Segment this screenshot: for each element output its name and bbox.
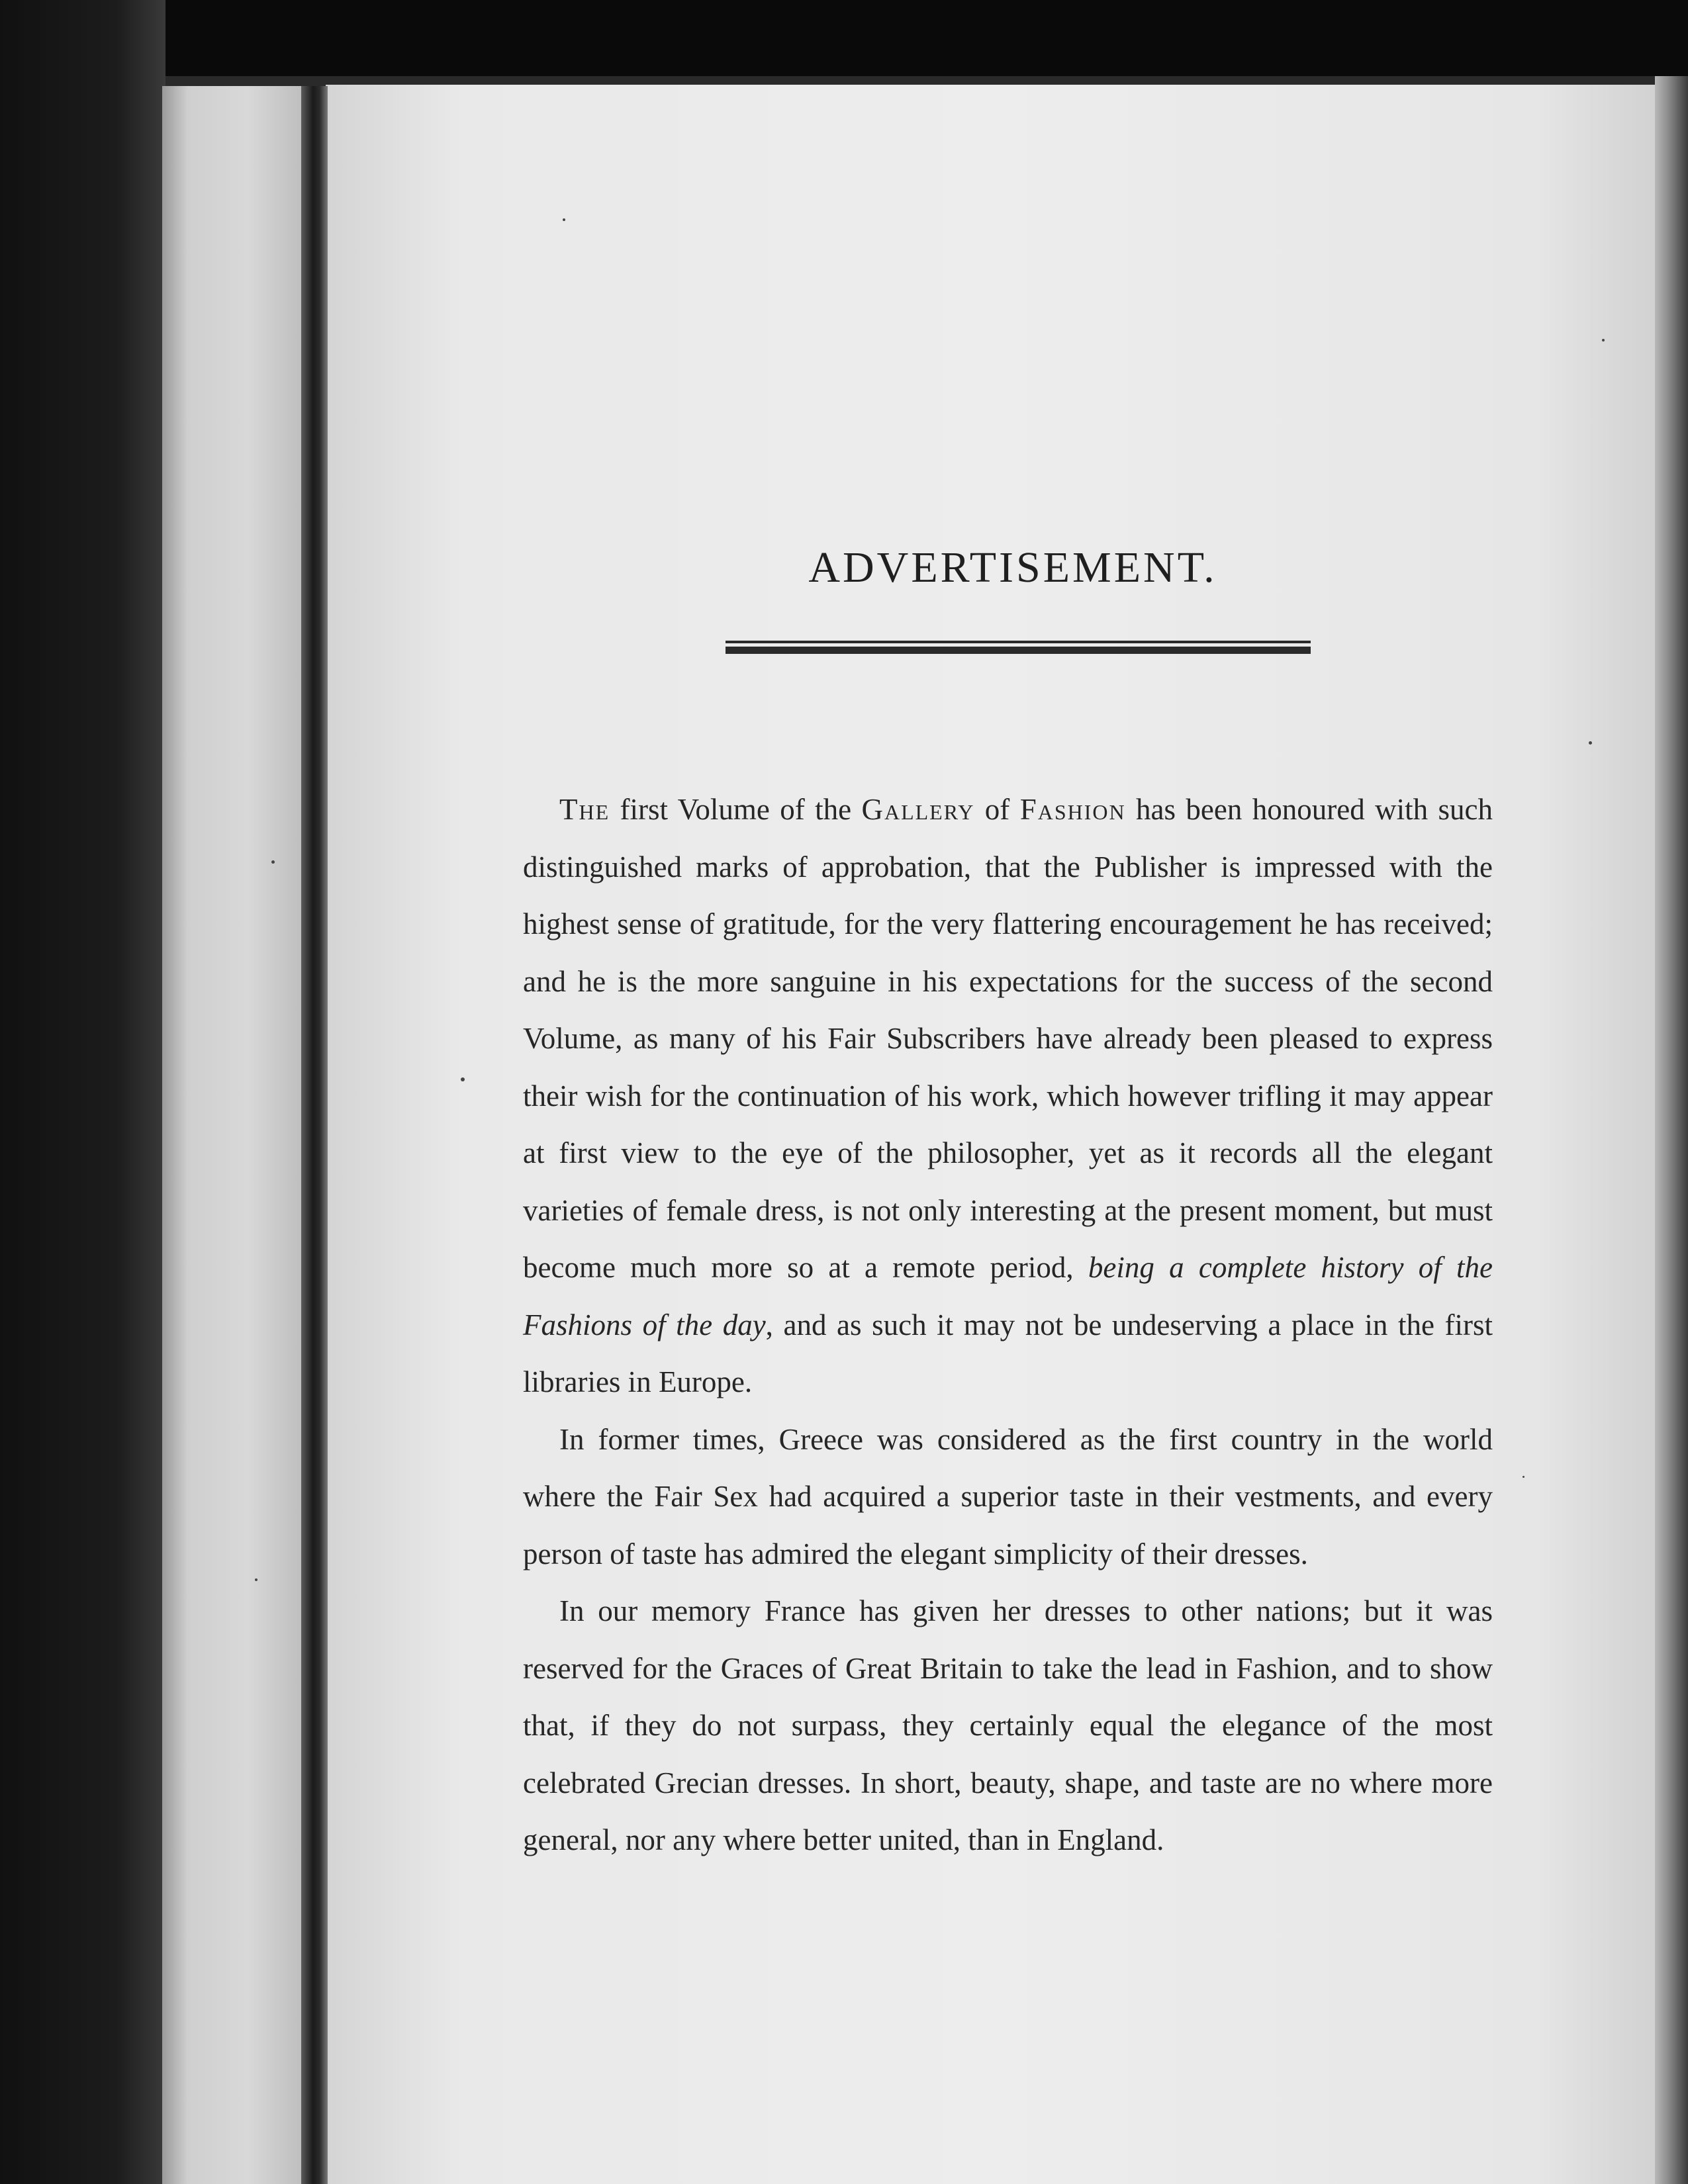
page-heading: ADVERTISEMENT. bbox=[808, 543, 1217, 592]
speck-mark bbox=[271, 860, 275, 864]
text-run: The bbox=[559, 793, 610, 826]
advertisement-body bbox=[523, 781, 1493, 1869]
heading-double-rule bbox=[726, 641, 1311, 655]
book-gutter bbox=[301, 86, 328, 2184]
speck-mark bbox=[1602, 339, 1605, 341]
text-run: first Volume of the bbox=[610, 793, 862, 826]
page-fore-edge bbox=[1655, 76, 1688, 2184]
paragraph-3 bbox=[523, 1582, 1493, 1869]
text-run: In former times, Greece was considered as the first country in the world where the Fair Sex had acquired a superior taste in their vestments, and every person of taste has admired the elegant simplicity of their dresses. bbox=[523, 1422, 1493, 1570]
text-run: being a complete history of the Fashions of the day bbox=[523, 1251, 1493, 1342]
scan-left-background bbox=[0, 0, 165, 2184]
text-run: , and as such it may not be undeserving a place in the first libraries in Europe. bbox=[523, 1308, 1493, 1398]
paragraph-2 bbox=[523, 1411, 1493, 1583]
scan-top-border bbox=[0, 0, 1688, 76]
text-run: Fashion bbox=[1019, 793, 1126, 826]
text-run: Gallery bbox=[861, 793, 975, 826]
speck-mark bbox=[461, 1077, 465, 1081]
text-run: has been honoured with such distinguished marks of approbation, that the Publisher is impressed with the highest sense of gratitude, for the very flattering encouragement he has received; and he is the more sanguine in his expectations for the success of the second Volume, as many of his Fair Subscribers have already been pleased to express their wish for the continuation of his work, which however trifling it may appear at first view to the eye of the philosopher, yet as it records all the elegant varieties of female dress, is not only interesting at the present moment, but must become much more so at a remote period, bbox=[523, 793, 1493, 1284]
verso-page-edge bbox=[162, 86, 305, 2184]
paragraph-1 bbox=[523, 781, 1493, 1411]
rule-thick-line bbox=[726, 647, 1311, 654]
text-run: of bbox=[974, 793, 1020, 826]
rule-thin-line bbox=[726, 641, 1311, 643]
text-run: In our memory France has given her dresses to other nations; but it was reserved for the Graces of Great Britain to take the lead in Fashion, and to show that, if they do not surpass, they certainly equal the elegance of the most celebrated Grecian dresses. In short, beauty, shape, and taste are no where more general, nor any where better united, than in England. bbox=[523, 1594, 1493, 1856]
speck-mark bbox=[563, 218, 565, 221]
speck-mark bbox=[255, 1578, 258, 1581]
speck-mark bbox=[1523, 1476, 1524, 1478]
speck-mark bbox=[1589, 741, 1592, 745]
